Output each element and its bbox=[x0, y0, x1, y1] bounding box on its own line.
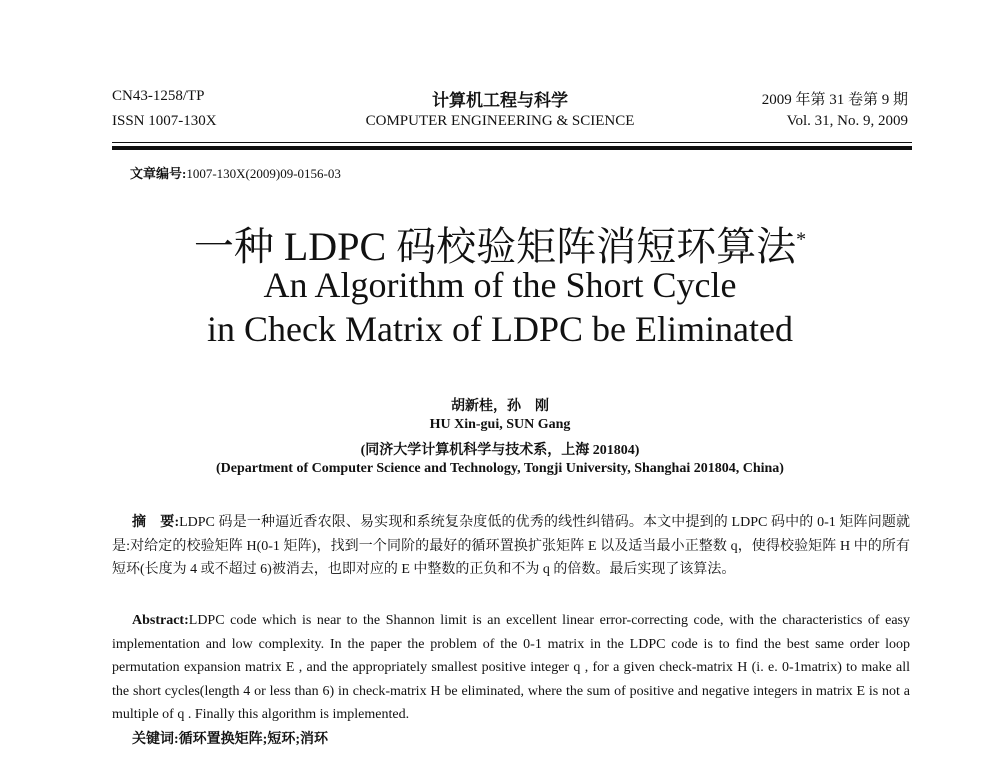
authors-cn: 胡新桂，孙 刚 bbox=[451, 399, 549, 414]
abstract-en bbox=[112, 609, 910, 727]
cn-code: CN43-1258/TP bbox=[112, 88, 205, 104]
article-number bbox=[130, 163, 341, 182]
issue-cn: 2009 年第 31 卷第 9 期 bbox=[761, 92, 908, 108]
header-rule-thin bbox=[112, 142, 912, 143]
issue-en: Vol. 31, No. 9, 2009 bbox=[786, 113, 908, 129]
keywords-label: 关键词: bbox=[132, 732, 179, 747]
article-number-label: 文章编号: bbox=[130, 166, 187, 181]
header-rule-thick bbox=[112, 146, 912, 150]
title-en-line1: An Algorithm of the Short Cycle bbox=[263, 265, 737, 305]
journal-title-cn: 计算机工程与科学 bbox=[432, 91, 568, 110]
journal-title-en: COMPUTER ENGINEERING & SCIENCE bbox=[365, 113, 635, 129]
abstract-cn-label: 摘 要: bbox=[132, 515, 180, 530]
authors-en: HU Xin-gui, SUN Gang bbox=[429, 417, 571, 432]
abstract-cn-text: LDPC 码是一种逼近香农限、易实现和系统复杂度低的优秀的线性纠错码。本文中提到的 LDPC 码中的 0-1 矩阵问题就是:对给定的校验矩阵 H(0-1 矩阵)，找到一个同阶的最好的循环置换扩张矩阵 E 以及适当最小正整数 q，使得校验矩阵 H 中的所有短环(长度为 4 或不超过 6)被消去，也即对应的 E 中整数的正负和不为 q 的倍数。最后实现了该算法。 bbox=[112, 515, 910, 577]
title-en-line2: in Check Matrix of LDPC be Eliminated bbox=[207, 309, 793, 349]
abstract-cn bbox=[112, 511, 910, 582]
keywords-text: 循环置换矩阵;短环;消环 bbox=[178, 732, 328, 747]
abstract-en-label: Abstract: bbox=[132, 613, 189, 628]
abstract-en-text: LDPC code which is near to the Shannon limit is an excellent linear error-correcting code, with the characteristics of easy implementation and low complexity. In the paper the problem of the 0-1 matrix in the LDPC code is to find the best same order loop permutation expansion matrix E , and the appropriately smallest positive integer q , for a given check-matrix H (i. e. 0-1matrix) to make all the short cycles(length 4 or less than 6) in check-matrix H be eliminated, where the sum of positive and negative integers in matrix E is not a multiple of q . Finally this algorithm is implemented. bbox=[112, 613, 910, 722]
affiliation-en: (Department of Computer Science and Technology, Tongji University, Shanghai 201804, China) bbox=[216, 461, 784, 476]
article-number-value: 1007-130X(2009)09-0156-03 bbox=[186, 166, 341, 181]
affiliation-cn: (同济大学计算机科学与技术系，上海 201804) bbox=[360, 443, 640, 458]
issn: ISSN 1007-130X bbox=[112, 113, 217, 129]
title-footnote-mark: * bbox=[796, 228, 807, 251]
title-cn-text: 一种 LDPC 码校验矩阵消短环算法 bbox=[193, 224, 797, 269]
keywords bbox=[112, 728, 910, 752]
